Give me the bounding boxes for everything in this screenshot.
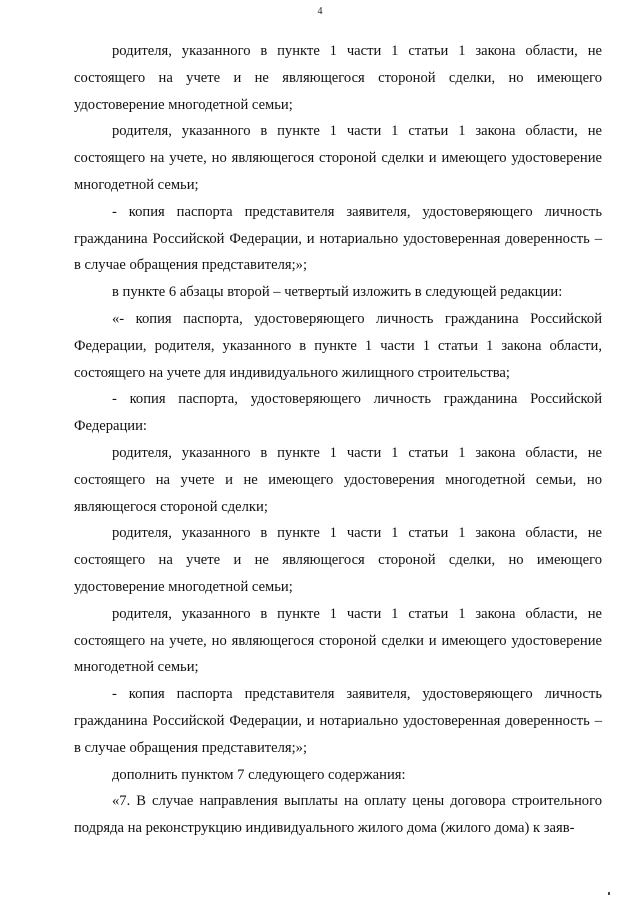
paragraph: - копия паспорта представителя заявителя, удостоверяющего личность гражданина Российской Федерации, и нотариально удостоверенная доверенность – в случае обращения представителя;»; bbox=[74, 203, 602, 274]
paragraph: в пункте 6 абзацы второй – четвертый изложить в следующей редакции: bbox=[112, 284, 563, 301]
paragraph: «- копия паспорта, удостоверяющего личность гражданина Российской Федерации, родителя, указанного в пункте 1 части 1 статьи 1 закона области, состоящего на учете для индивидуального жилищного строительства; bbox=[74, 310, 602, 381]
paragraph: «7. В случае направления выплаты на оплату цены договора строительного подряда на реконструкцию индивидуального жилого дома (жилого дома) к заяв- bbox=[74, 793, 602, 837]
paragraph: родителя, указанного в пункте 1 части 1 статьи 1 закона области, не состоящего на учете и не являющегося стороной сделки, но имеющего удостоверение многодетной семьи; bbox=[74, 43, 602, 113]
paragraph: родителя, указанного в пункте 1 части 1 статьи 1 закона области, не состоящего на учете, но являющегося стороной сделки и имеющего удостоверение многодетной семьи; bbox=[74, 605, 602, 676]
paragraph: родителя, указанного в пункте 1 части 1 статьи 1 закона области, не состоящего на учете, но являющегося стороной сделки и имеющего удостоверение многодетной семьи; bbox=[74, 123, 602, 193]
paragraph: - копия паспорта, удостоверяющего личность гражданина Российской Федерации: bbox=[74, 391, 602, 435]
scan-mark bbox=[608, 892, 610, 895]
page-number: 4 bbox=[317, 6, 323, 17]
paragraph: родителя, указанного в пункте 1 части 1 статьи 1 закона области, не состоящего на учете и не имеющего удостоверения многодетной семьи, но являющегося стороной сделки; bbox=[74, 444, 602, 515]
paragraph: - копия паспорта представителя заявителя, удостоверяющего личность гражданина Российской Федерации, и нотариально удостоверенная доверенность – в случае обращения представителя;»; bbox=[74, 686, 602, 756]
paragraph: родителя, указанного в пункте 1 части 1 статьи 1 закона области, не состоящего на учете и не являющегося стороной сделки, но имеющего удостоверение многодетной семьи; bbox=[74, 525, 602, 595]
paragraph: дополнить пунктом 7 следующего содержания: bbox=[112, 766, 406, 783]
document-body bbox=[74, 38, 602, 842]
